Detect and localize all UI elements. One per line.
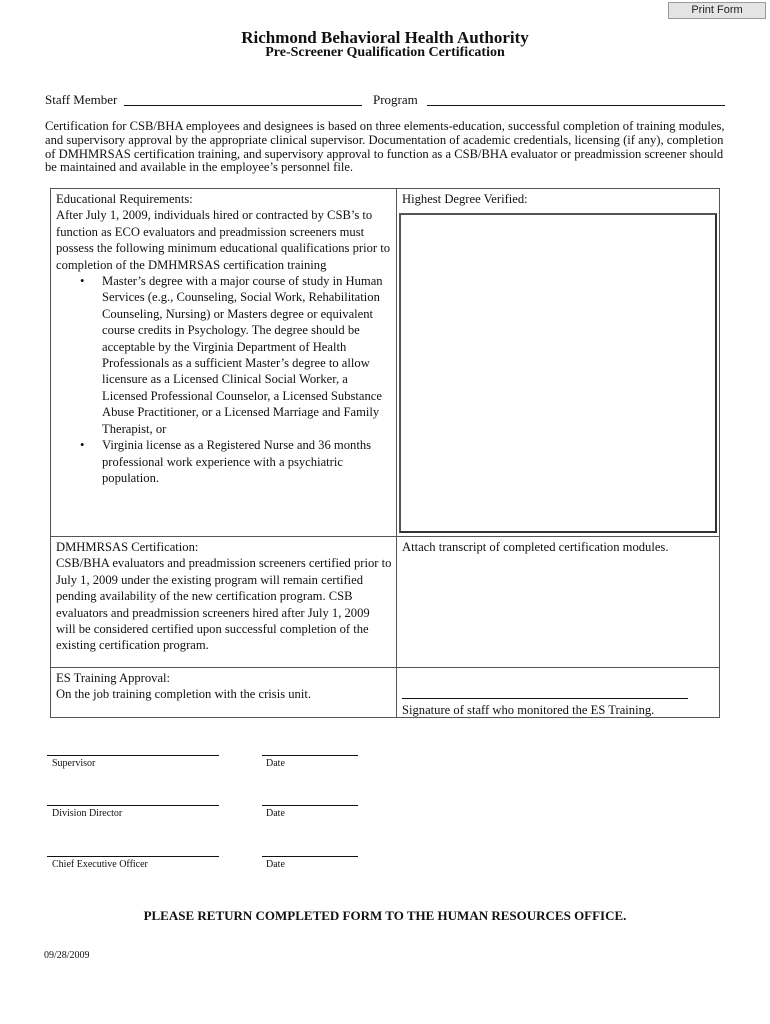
attach-transcript-label: Attach transcript of completed certification modules. (402, 540, 669, 554)
es-signature-field[interactable] (402, 698, 688, 699)
division-director-signature-field[interactable] (47, 805, 219, 806)
es-training-text: On the job training completion with the crisis unit. (56, 687, 311, 702)
division-director-date-label: Date (266, 808, 285, 819)
return-instructions: PLEASE RETURN COMPLETED FORM TO THE HUMAN RESOURCES OFFICE. (143, 908, 627, 923)
division-director-date-field[interactable] (262, 805, 358, 806)
ceo-label: Chief Executive Officer (52, 859, 148, 870)
bullet-text: Virginia license as a Registered Nurse and 36 months professional work experience with a psychiatric population. (102, 438, 372, 485)
es-signature-label: Signature of staff who monitored the ES Training. (402, 703, 655, 717)
supervisor-label: Supervisor (52, 758, 96, 769)
supervisor-date-label: Date (266, 758, 285, 769)
division-director-label: Division Director (52, 808, 123, 819)
ceo-date-field[interactable] (262, 856, 358, 857)
es-training-cell (56, 670, 392, 703)
education-text: After July 1, 2009, individuals hired or contracted by CSB’s to function as ECO evaluators and preadmission screeners must possess the following minimum educational qualifications prior to completion of the DMHMRSAS certification training (56, 208, 391, 272)
print-form-button[interactable]: Print Form (668, 2, 766, 19)
program-label: Program (373, 92, 418, 107)
highest-degree-label: Highest Degree Verified: (402, 192, 528, 206)
education-bullet-list (56, 273, 392, 486)
education-cell (56, 191, 392, 486)
bullet-icon: • (80, 438, 85, 453)
staff-member-field[interactable] (124, 105, 362, 106)
ceo-signature-field[interactable] (47, 856, 219, 857)
certification-cell (56, 539, 392, 654)
list-item (80, 437, 392, 486)
table-row-divider (50, 667, 720, 668)
form-revision-date: 09/28/2009 (44, 950, 90, 961)
table-row-divider (50, 536, 720, 537)
education-heading: Educational Requirements: (56, 192, 193, 206)
staff-member-label: Staff Member (45, 92, 118, 107)
supervisor-date-field[interactable] (262, 755, 358, 756)
program-field[interactable] (427, 105, 725, 106)
bullet-text: Master’s degree with a major course of study in Human Services (e.g., Counseling, Social Work, Rehabilitation Counseling, Nursing) or Masters degree or equivalent course credits in Psychology. The degree should be acceptable by the Virginia Department of Health Professionals as a sufficient Master’s degree to allow licensure as a Licensed Clinical Social Worker, a Licensed Professional Counselor, a Licensed Substance Abuse Practitioner, or a Licensed Marriage and Family Therapist, or (102, 274, 383, 436)
bullet-icon: • (80, 274, 85, 289)
intro-paragraph: Certification for CSB/BHA employees and designees is based on three elements-education, successful completion of training modules, and supervisory approval by the appropriate clinical supervisor. Documentation of academic credentials, licensing (if any), completion of DMHMRSAS certification training, and supervisory approval to function as a CSB/BHA evaluator or preadmission screener should be maintained and available in the employee’s personnel file. (45, 119, 725, 175)
highest-degree-field[interactable] (399, 213, 717, 533)
table-column-divider (396, 188, 397, 718)
es-training-heading: ES Training Approval: (56, 671, 171, 685)
certification-text: CSB/BHA evaluators and preadmission screeners certified prior to July 1, 2009 under the existing program will remain certified pending availability of the new certification program. CSB evaluators and preadmission screeners hired after July 1, 2009 will be considered certified upon successful completion of the existing certification program. (56, 556, 392, 653)
list-item (80, 273, 392, 437)
form-subtitle: Pre-Screener Qualification Certification (265, 45, 505, 60)
certification-heading: DMHMRSAS Certification: (56, 540, 199, 554)
supervisor-signature-field[interactable] (47, 755, 219, 756)
form-title: Richmond Behavioral Health Authority (241, 28, 529, 47)
ceo-date-label: Date (266, 859, 285, 870)
